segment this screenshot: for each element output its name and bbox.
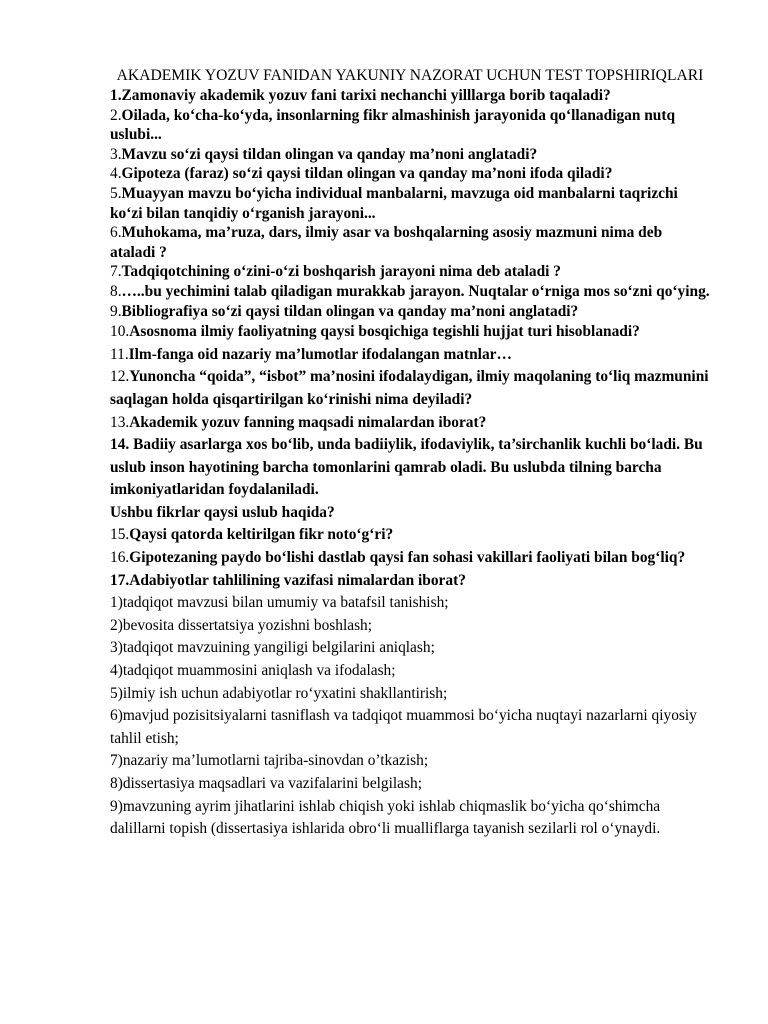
list-item: 3)tadqiqot mavzuining yangiligi belgilarini aniqlash;: [110, 639, 435, 657]
list-item: 8)dissertasiya maqsadlari va vazifalarini belgilash;: [110, 775, 422, 792]
question-4: 4.Gipoteza (faraz) so‘zi qaysi tildan olingan va qanday ma’noni ifoda qiladi?: [110, 165, 613, 183]
question-14-prompt: Ushbu fikrlar qaysi uslub haqida?: [110, 503, 335, 521]
question-14: 14. Badiiy asarlarga xos bo‘lib, unda badiiylik, ifodaviylik, ta’sirchanlik kuchli bo‘ladi. Bu uslub inson hayotining barcha tomonlarini qamrab oladi. Bu uslubda tilning barcha imkoniyatlaridan foydalaniladi.: [110, 436, 703, 499]
list-item: 6)mavjud pozisitsiyalarni tasniflash va tadqiqot muammosi bo‘yicha nuqtayi nazarlarni qiyosiy tahlil etish;: [110, 707, 697, 747]
question-8: 8.…..bu yechimini talab qiladigan murakkab jarayon. Nuqtalar o‘rniga mos so‘zni qo‘ying.: [110, 282, 710, 300]
question-17: 17.Adabiyotlar tahlilining vazifasi nimalardan iborat?: [110, 571, 466, 589]
question-7: 7.Tadqiqotchining o‘zini-o‘zi boshqarish jarayoni nima deb ataladi ?: [110, 263, 561, 281]
question-2: 2.Oilada, ko‘cha-ko‘yda, insonlarning fikr almashinish jarayonida qo‘llanadigan nutq uslubi...: [110, 106, 676, 144]
document-title: AKADEMIK YOZUV FANIDAN YAKUNIY NAZORAT UCHUN TEST TOPSHIRIQLARI: [116, 67, 704, 84]
question-6: 6.Muhokama, ma’ruza, dars, ilmiy asar va boshqalarning asosiy mazmuni nima deb ataladi ?: [110, 224, 663, 261]
question-11: 11.Ilm-fanga oid nazariy ma’lumotlar ifodalangan matnlar…: [110, 345, 512, 363]
list-item: 2)bevosita dissertatsiya yozishni boshlash;: [110, 616, 373, 634]
question-15: 15.Qaysi qatorda keltirilgan fikr noto‘g‘ri?: [110, 526, 394, 544]
question-10: 10.Asosnoma ilmiy faoliyatning qaysi bosqichiga tegishli hujjat turi hisoblanadi?: [110, 323, 640, 341]
question-16: 16.Gipotezaning paydo bo‘lishi dastlab qaysi fan sohasi vakillari faoliyati bilan bog‘liq?: [110, 549, 686, 567]
list-item: 5)ilmiy ish uchun adabiyotlar ro‘yxatini shakllantirish;: [110, 684, 448, 702]
list-item: 9)mavzuning ayrim jihatlarini ishlab chiqish yoki ishlab chiqmaslik bo‘yicha qo‘shimcha dalillarni topish (dissertasiya ishlarida obro‘li mualliflarga tayanish sezilarli rol o‘ynaydi.: [110, 797, 661, 838]
question-3: 3.Mavzu so‘zi qaysi tildan olingan va qanday ma’noni anglatadi?: [110, 145, 538, 163]
answer-list: [110, 592, 710, 841]
question-13: 13.Akademik yozuv fanning maqsadi nimalardan iborat?: [110, 413, 487, 431]
question-1: 1.Zamonaviy akademik yozuv fani tarixi nechanchi yilllarga borib taqaladi?: [110, 87, 611, 104]
question-12: 12.Yunoncha “qoida”, “isbot” ma’nosini ifodalaydigan, ilmiy maqolaning to‘liq mazmunini saqlagan holda qisqartirilgan ko‘rinishi nima deyiladi?: [110, 368, 709, 408]
list-item: 4)tadqiqot muammosini aniqlash va ifodalash;: [110, 662, 396, 680]
question-9: 9.Bibliografiya so‘zi qaysi tildan olingan va qanday ma’noni anglatadi?: [110, 302, 579, 320]
document-page: [110, 66, 710, 841]
list-item: 1)tadqiqot mavzusi bilan umumiy va batafsil tanishish;: [110, 594, 449, 612]
question-5: 5.Muayyan mavzu bo‘yicha individual manbalarni, mavzuga oid manbalarni taqrizchi ko‘zi bilan tanqidiy o‘rganish jarayoni...: [110, 184, 678, 222]
list-item: 7)nazariy ma’lumotlarni tajriba-sinovdan o’tkazish;: [110, 752, 429, 770]
